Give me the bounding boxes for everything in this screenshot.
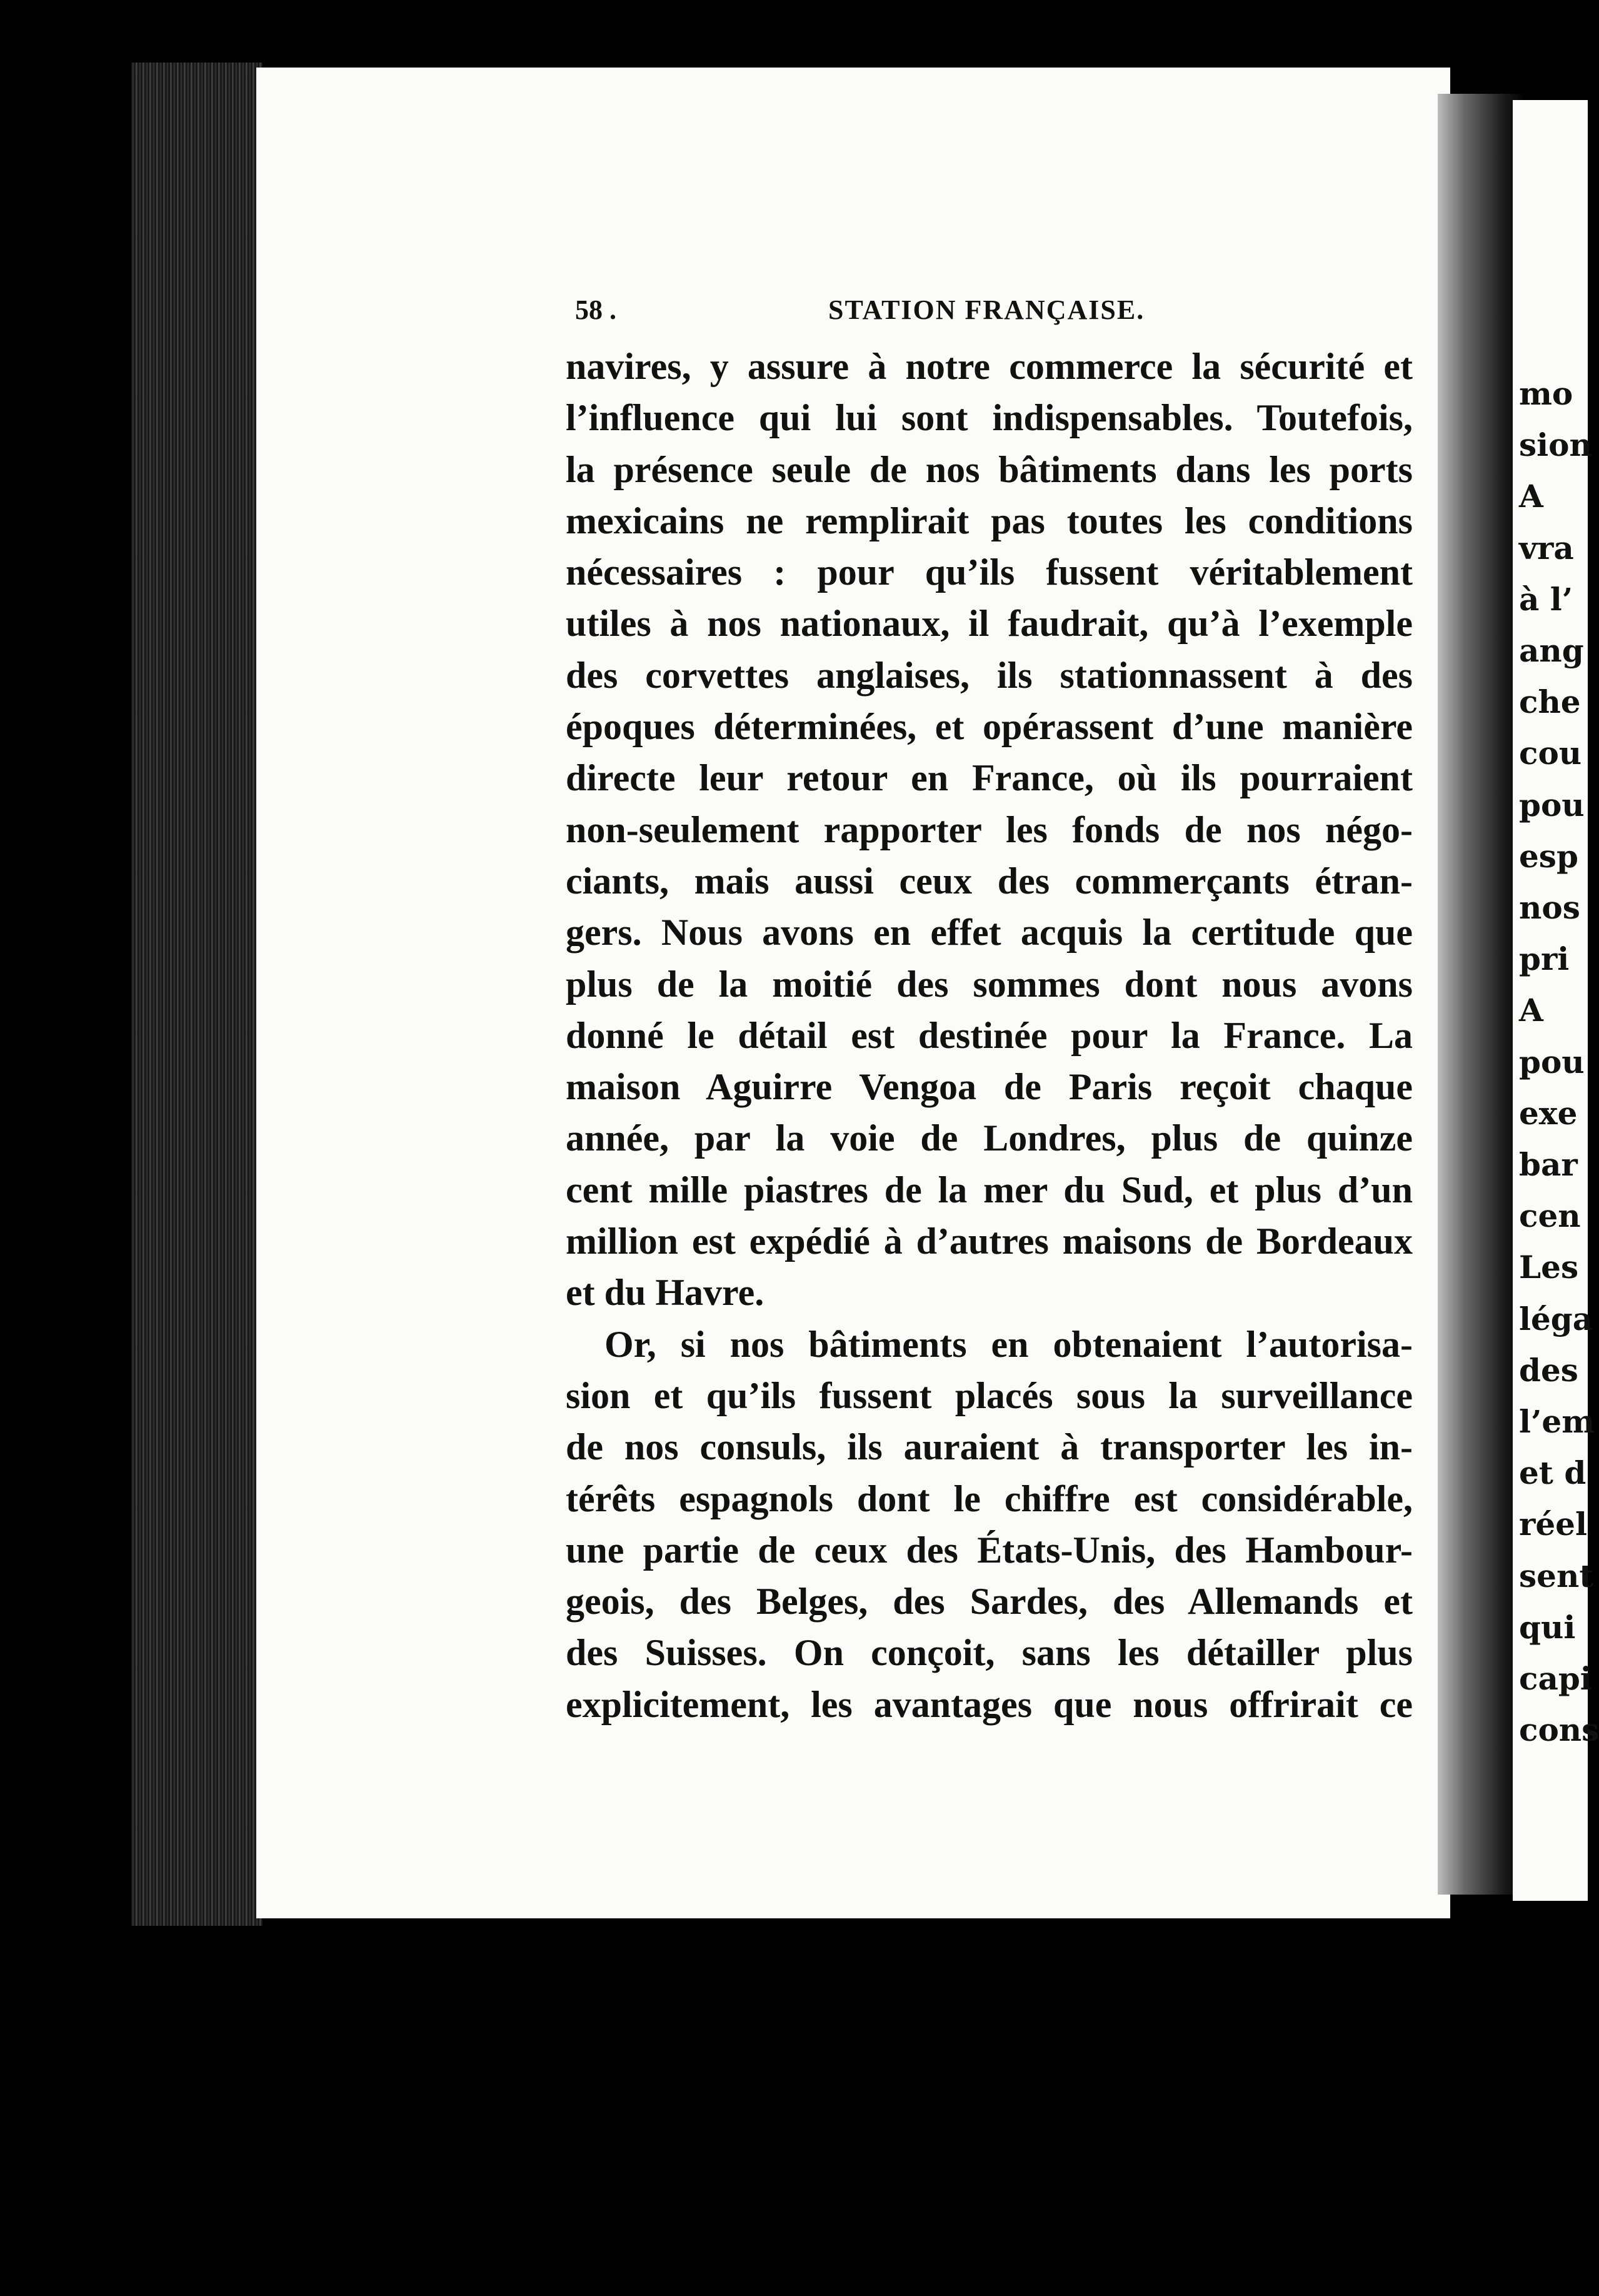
text-line: l’influence qui lui sont indispensables. Toutefois,	[566, 397, 1413, 439]
next-page-line: bar	[1519, 1146, 1578, 1183]
next-page-line: pri	[1519, 940, 1570, 978]
text-line: une partie de ceux des États-Unis, des Hambour-	[566, 1529, 1413, 1571]
text-line: des Suisses. On conçoit, sans les détailler plus	[566, 1632, 1413, 1674]
text-line: plus de la moitié des sommes dont nous avons	[566, 963, 1413, 1005]
next-page-line: réel	[1519, 1506, 1587, 1543]
next-page-line: qui	[1519, 1608, 1576, 1646]
next-page-line: vra	[1519, 529, 1574, 566]
text-line: des corvettes anglaises, ils stationnassent à des	[566, 654, 1413, 696]
page-gutter-shadow	[1438, 94, 1525, 1895]
text-line: Or, si nos bâtiments en obtenaient l’autorisa-	[604, 1323, 1413, 1365]
next-page-line: Les	[1519, 1249, 1579, 1286]
body-text	[566, 341, 1413, 1730]
text-line: million est expédié à d’autres maisons de Bordeaux	[566, 1221, 1413, 1262]
next-page-line: pou	[1519, 1043, 1585, 1080]
next-page-line: l’em	[1519, 1403, 1595, 1440]
next-page-line: cou	[1519, 735, 1582, 772]
next-page-line: sent	[1519, 1557, 1594, 1594]
next-page-line: A	[1519, 478, 1543, 515]
text-line: maison Aguirre Vengoa de Paris reçoit chaque	[566, 1066, 1413, 1108]
text-line: époques déterminées, et opérassent d’une manière	[566, 706, 1413, 748]
next-page-fragment	[1513, 100, 1599, 1901]
text-line: geois, des Belges, des Sardes, des Allemands et	[566, 1581, 1413, 1623]
text-line: navires, y assure à notre commerce la sécurité et	[566, 346, 1413, 387]
text-line: année, par la voie de Londres, plus de quinze	[566, 1117, 1413, 1159]
text-line: nécessaires : pour qu’ils fussent véritablement	[566, 551, 1413, 593]
next-page-line: mo	[1519, 375, 1573, 412]
next-page-line: capi	[1519, 1660, 1592, 1697]
text-line: la présence seule de nos bâtiments dans les ports	[566, 448, 1413, 490]
text-line: mexicains ne remplirait pas toutes les conditions	[566, 500, 1413, 541]
text-line: et du Havre.	[566, 1272, 764, 1314]
page-edges	[131, 63, 263, 1926]
next-page-line: nos	[1519, 889, 1580, 926]
text-line: donné le détail est destinée pour la France. La	[566, 1014, 1413, 1056]
text-line: ciants, mais aussi ceux des commerçants étran-	[566, 860, 1413, 902]
next-page-line: à l’	[1519, 580, 1573, 618]
next-page-line: esp	[1519, 837, 1578, 875]
text-line: de nos consuls, ils auraient à transporter les in-	[566, 1426, 1413, 1468]
next-page-line: cons	[1519, 1711, 1599, 1749]
text-line: sion et qu’ils fussent placés sous la surveillance	[566, 1374, 1413, 1416]
page-number: 58 .	[575, 295, 616, 325]
next-page-line: sion	[1519, 426, 1592, 464]
text-line: térêts espagnols dont le chiffre est considérable,	[566, 1478, 1413, 1519]
next-page-line: exe	[1519, 1094, 1578, 1132]
text-line: directe leur retour en France, où ils pourraient	[566, 757, 1413, 799]
next-page-line: ang	[1519, 632, 1584, 669]
text-line: non-seulement rapporter les fonds de nos négo-	[566, 808, 1413, 850]
next-page-line: cen	[1519, 1197, 1581, 1235]
next-page-line: A	[1519, 992, 1543, 1029]
text-line: explicitement, les avantages que nous offrirait ce	[566, 1683, 1413, 1725]
text-line: cent mille piastres de la mer du Sud, et plus d’un	[566, 1169, 1413, 1211]
next-page-line: léga	[1519, 1300, 1593, 1337]
text-line: gers. Nous avons en effet acquis la certitude que	[566, 912, 1413, 954]
text-line: utiles à nos nationaux, il faudrait, qu’à l’exemple	[566, 603, 1413, 645]
running-title: STATION FRANÇAISE.	[828, 295, 1145, 325]
next-page-line: che	[1519, 683, 1581, 721]
next-page-line: pou	[1519, 786, 1585, 823]
next-page-line: et d	[1519, 1454, 1586, 1492]
next-page-line: des	[1519, 1351, 1578, 1389]
